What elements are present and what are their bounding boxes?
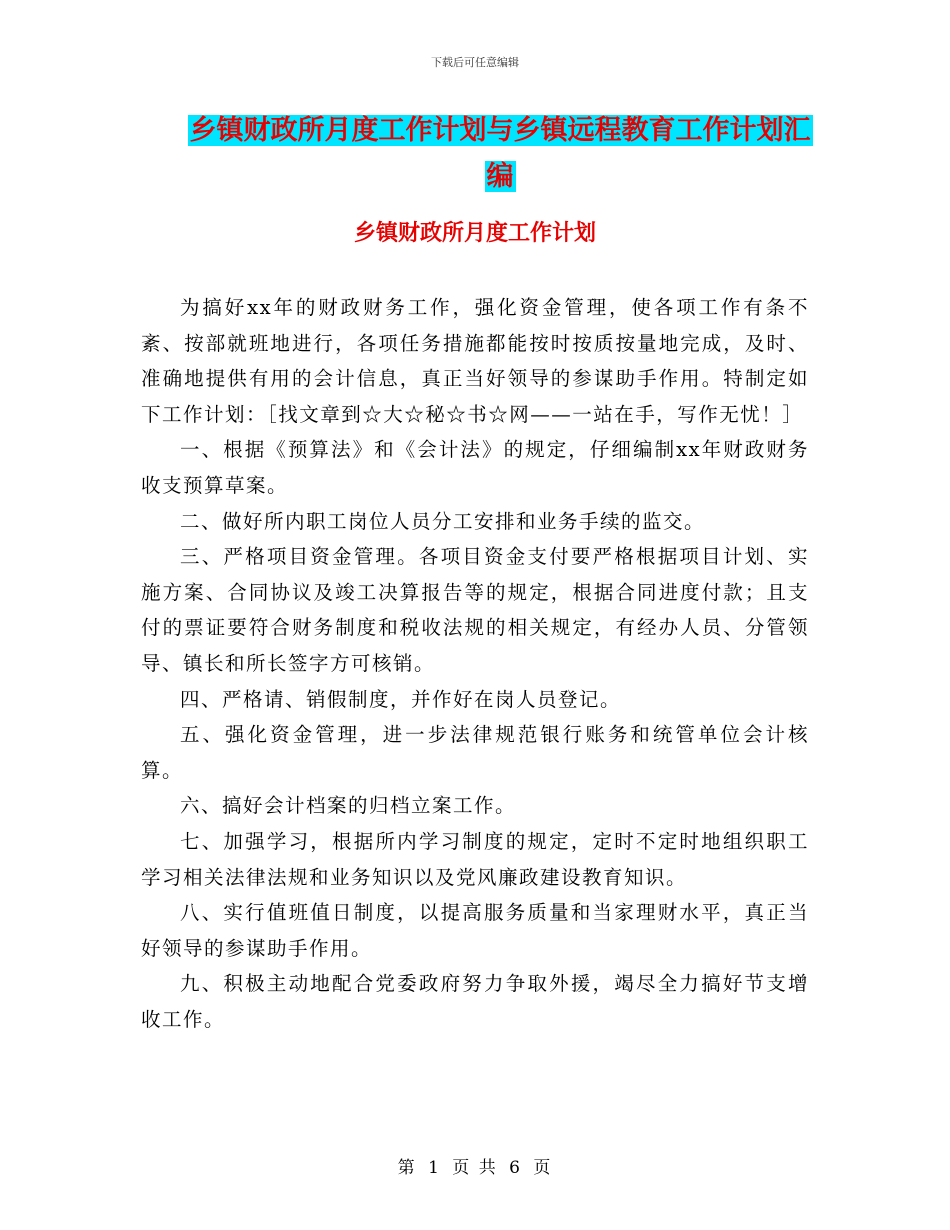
paragraph-item-6: 六、搞好会计档案的归档立案工作。	[180, 794, 517, 818]
footer-prefix: 第	[397, 1158, 417, 1178]
paragraph-item-8: 八、实行值班值日制度，以提高服务质量和当家理财水平，真正当好领导的参谋助手作用。	[141, 901, 809, 960]
paragraph-intro: 为搞好xx年的财政财务工作，强化资金管理，使各项工作有条不紊、按部就班地进行，各项任务措施都能按时按质按量地完成，及时、准确地提供有用的会计信息，真正当好领导的参谋助手作用。特制定如下工作计划：［找文章到☆大☆秘☆书☆网——一站在手，写作无忧！］	[141, 296, 809, 426]
paragraph-item-9: 九、积极主动地配合党委政府努力争取外援，竭尽全力搞好节支增收工作。	[141, 972, 809, 1031]
paragraph-item-3: 三、严格项目资金管理。各项目资金支付要严格根据项目计划、实施方案、合同协议及竣工决算报告等的规定，根据合同进度付款；且支付的票证要符合财务制度和税收法规的相关规定，有经办人员、分管领导、镇长和所长签字方可核销。	[141, 545, 809, 675]
document-body	[141, 290, 809, 1037]
document-title	[180, 108, 820, 200]
section-title: 乡镇财政所月度工作计划	[353, 221, 596, 246]
paragraph-item-7: 七、加强学习，根据所内学习制度的规定，定时不定时地组织职工学习相关法律法规和业务知识以及党风廉政建设教育知识。	[141, 829, 809, 889]
page-footer	[0, 1153, 950, 1178]
document-title-line2: 编	[486, 161, 514, 192]
header-note: 下载后可任意编辑	[431, 56, 519, 69]
paragraph-item-1: 一、根据《预算法》和《会计法》的规定，仔细编制xx年财政财务收支预算草案。	[141, 438, 809, 497]
document-title-line1: 乡镇财政所月度工作计划与乡镇远程教育工作计划汇	[189, 115, 811, 146]
paragraph-item-5: 五、强化资金管理，进一步法律规范银行账务和统管单位会计核算。	[141, 723, 809, 782]
footer-page-number: 1	[428, 1158, 441, 1178]
footer-total-pages: 6	[509, 1158, 522, 1178]
footer-suffix: 页	[533, 1158, 553, 1178]
footer-middle: 页 共	[452, 1158, 498, 1178]
paragraph-item-2: 二、做好所内职工岗位人员分工安排和业务手续的监交。	[180, 509, 706, 533]
paragraph-item-4: 四、严格请、销假制度，并作好在岗人员登记。	[180, 687, 622, 711]
